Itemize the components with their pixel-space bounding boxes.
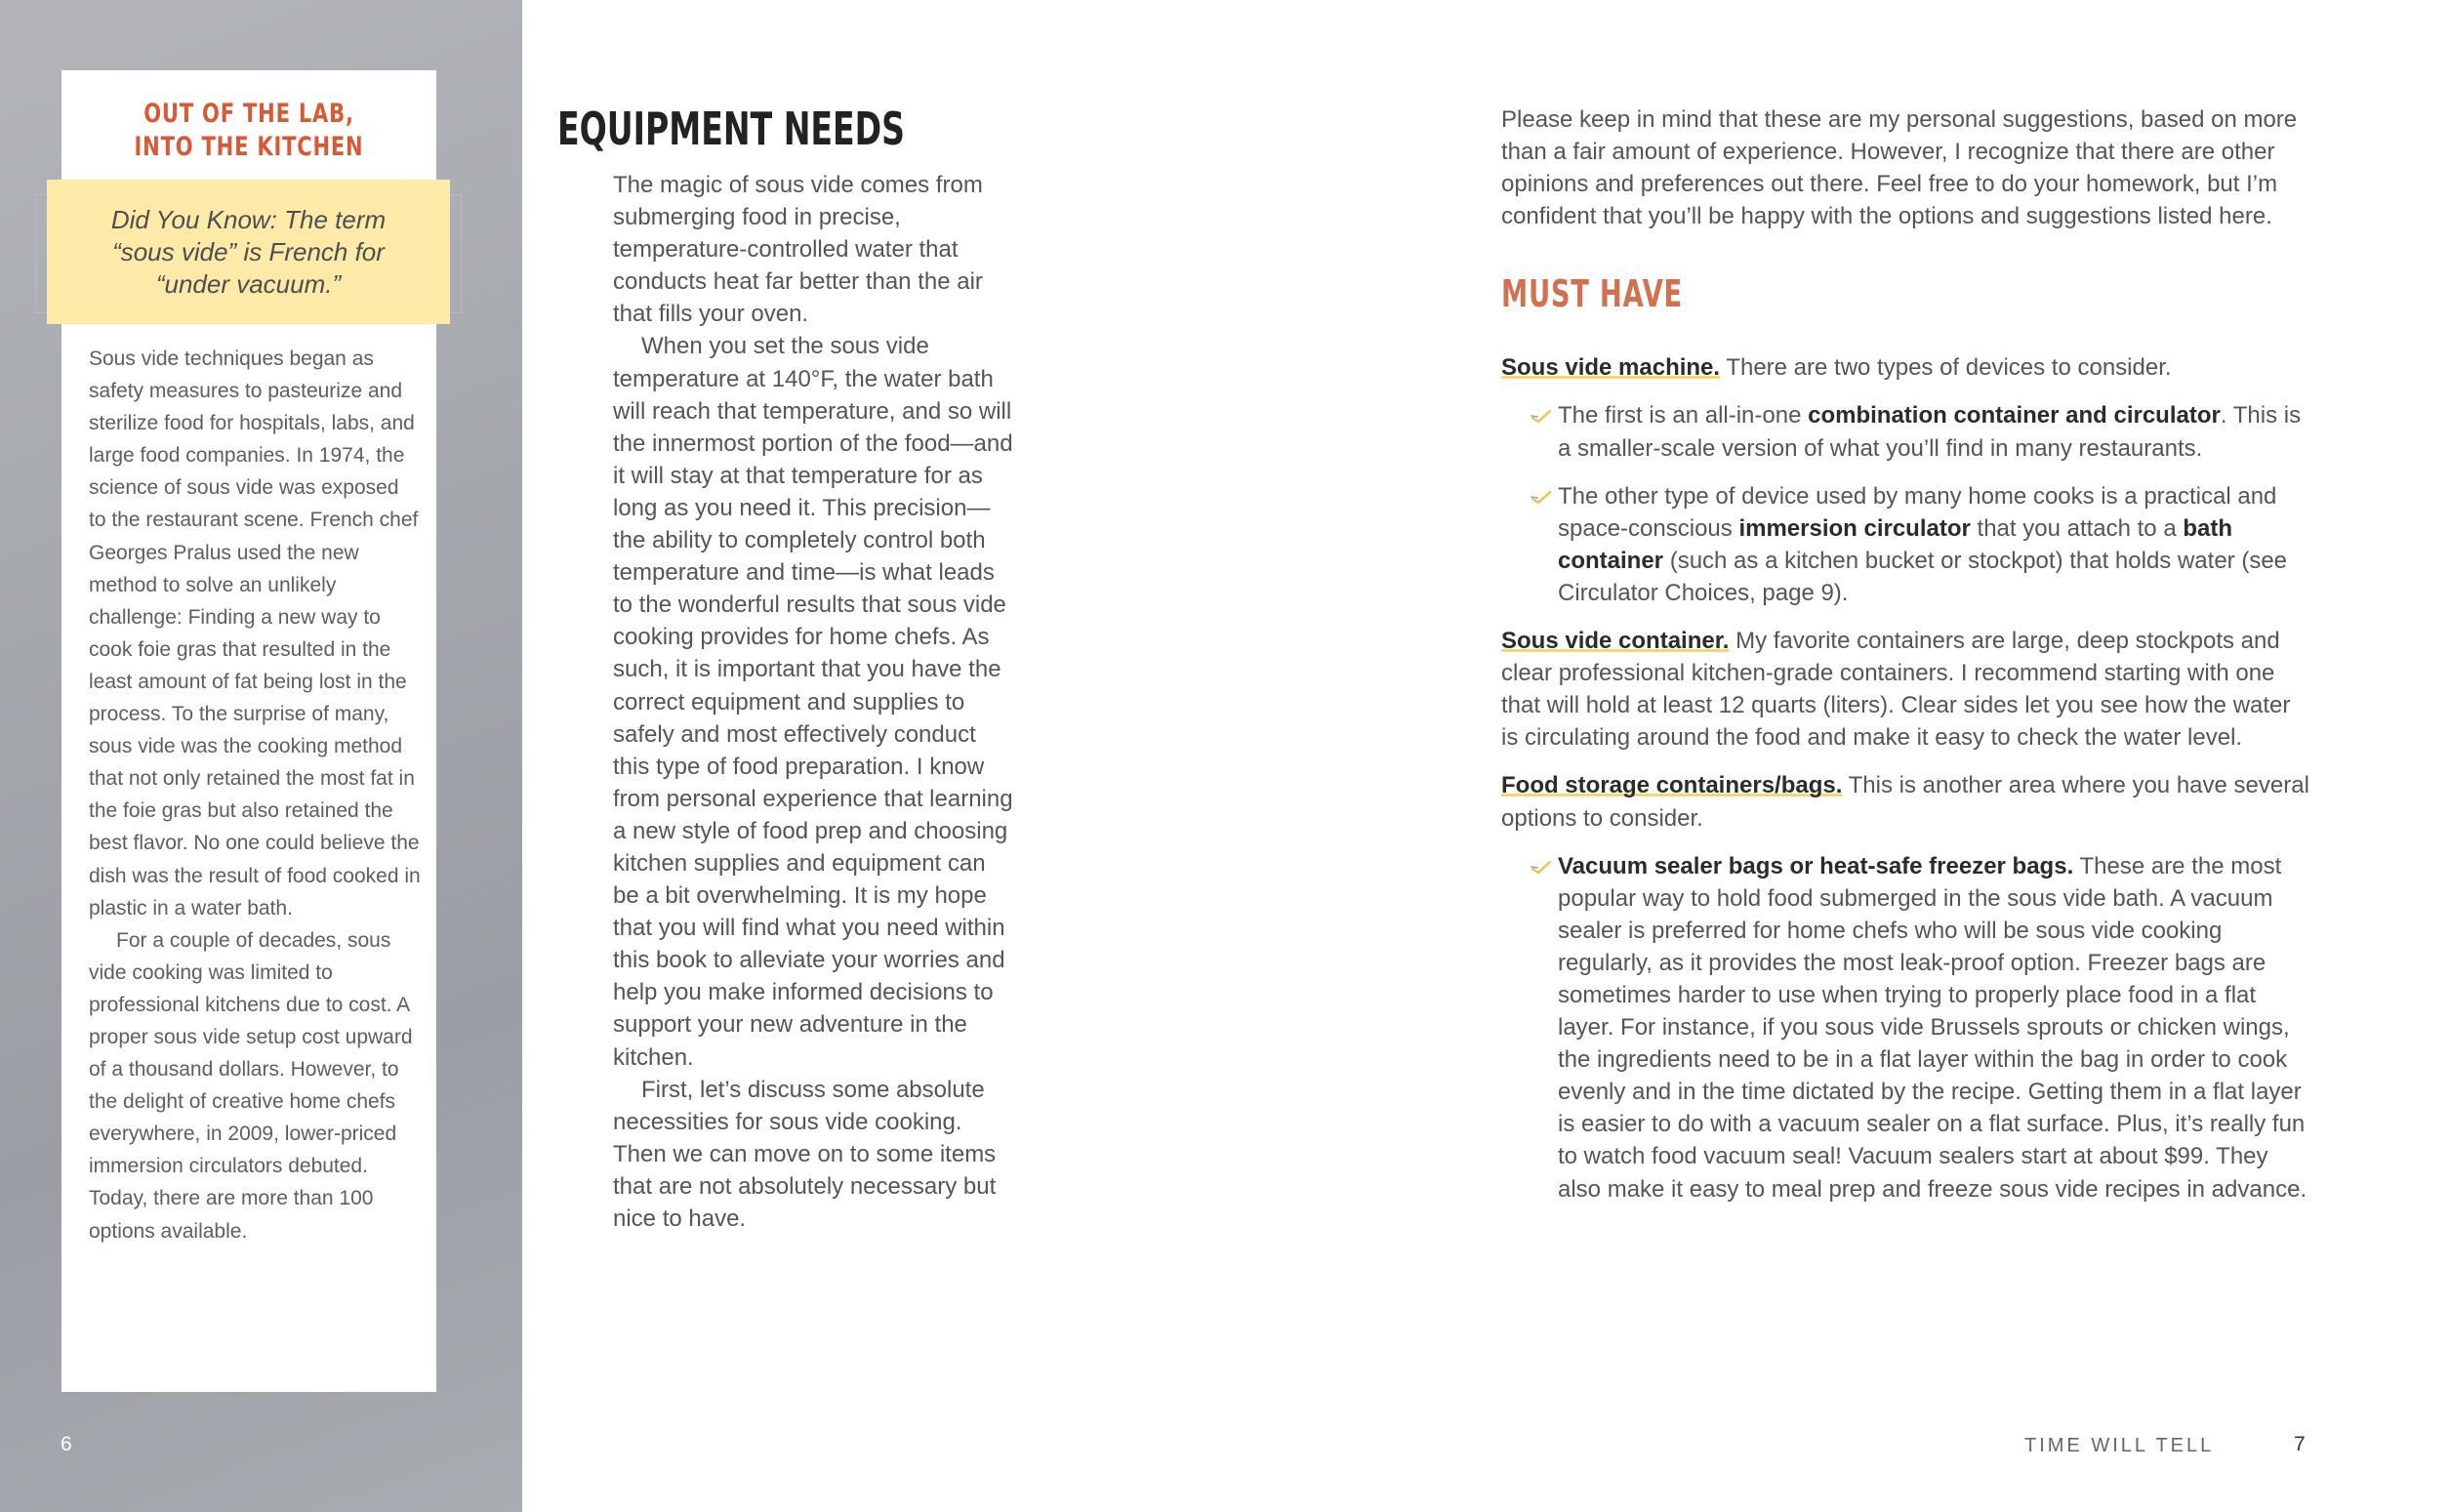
term-sous-vide-machine: Sous vide machine. — [1501, 354, 1721, 382]
right-column — [1501, 103, 2311, 1221]
did-you-know-callout — [47, 180, 450, 324]
sidebar-body — [89, 343, 421, 1247]
term-sous-vide-container: Sous vide container. — [1501, 628, 1730, 655]
sous-vide-container-paragraph — [1501, 625, 2311, 754]
sous-vide-machine-paragraph — [1501, 351, 2311, 384]
pencil-check-icon — [1531, 407, 1552, 425]
bullet-text: The first is an all-in-one — [1558, 402, 1809, 429]
sidebar-title-line1: OUT OF THE LAB, — [143, 99, 354, 129]
intro-paragraph: Please keep in mind that these are my personal suggestions, based on more than a fair amount of experience. However, I recognize that there are other opinions and preferences out there. Feel free to do your homework, but I’m confident that you’ll be happy with the options and suggestions listed here. — [1501, 106, 2298, 230]
bullet-text: The other type of device used by many home cooks is a practical and space-conscious — [1558, 482, 2277, 542]
bullet-item — [1501, 480, 2311, 609]
bullet-bold: immersion circulator — [1738, 514, 1971, 542]
container-text: My favorite containers are large, deep stockpots and clear professional kitchen-grade containers. I recommend starting with one that will hold at least 12 quarts (liters). Clear sides let you see how the water is circulating around the food and make it easy to check the water level. — [1501, 628, 2291, 752]
bullet-bold: Vacuum sealer bags or heat-safe freezer bags. — [1558, 852, 2074, 879]
sidebar-paragraph: Sous vide techniques began as safety measures to pasteurize and sterilize food for hospitals, labs, and large food companies. In 1974, the science of sous vide was exposed to the restaurant scene. French chef Georges Pralus used the new method to solve an unlikely challenge: Finding a new way to cook foie gras that resulted in the least amount of fat being lost in the process. To the surprise of many, sous vide was the cooking method that not only retained the most fat in the foie gras but also retained the best flavor. No one could believe the dish was the result of food cooked in plastic in a water bath. — [89, 347, 421, 919]
pencil-check-icon — [1531, 858, 1552, 876]
section-title: EQUIPMENT NEEDS — [557, 102, 906, 155]
subheading-must-have: MUST HAVE — [1501, 272, 1683, 316]
bullet-text: (such as a kitchen bucket or stockpot) that holds water (see Circulator Choices, page 9). — [1558, 547, 2288, 606]
bullet-item — [1501, 850, 2311, 1206]
bullet-text: These are the most popular way to hold food submerged in the sous vide bath. A vacuum sealer is preferred for home chefs who will be sous vide cooking regularly, as it provides the most leak-proof option. Freezer bags are sometimes harder to use when trying to properly place food in a flat layer. For instance, if you sous vide Brussels sprouts or chicken wings, the ingredients need to be in a flat layer within the bag in order to cook evenly and in the time dictated by the recipe. Getting them in a flat layer is easier to do with a vacuum sealer on a flat surface. Plus, it’s really fun to watch food vacuum seal! Vacuum sealers start at about $99. They also make it easy to meal prep and freeze sous vide recipes in advance. — [1558, 852, 2307, 1203]
body-paragraph: First, let’s discuss some absolute necessities for sous vide cooking. Then we can move on to some items that are not absolutely necessary but nice to have. — [613, 1076, 997, 1232]
bullet-text: . This is a smaller-scale version of what you’ll find in many restaurants. — [1558, 402, 2302, 462]
storage-text: This is another area where you have several options to consider. — [1501, 772, 2309, 832]
running-head: TIME WILL TELL — [2024, 1435, 2215, 1456]
page-number-right: 7 — [2294, 1433, 2306, 1455]
food-storage-paragraph — [1501, 769, 2311, 834]
bullet-text: that you attach to a — [1970, 514, 2184, 542]
machine-text: There are two types of devices to consider. — [1720, 354, 2172, 382]
body-paragraph: The magic of sous vide comes from submerging food in precise, temperature-controlled water that conducts heat far better than the air that fills your oven. — [613, 172, 983, 328]
bullet-bold: bath container — [1558, 514, 2233, 574]
bullet-item — [1501, 399, 2311, 464]
did-you-know-text: Did You Know: The term “sous vide” is French for “under vacuum.” — [110, 204, 387, 299]
pencil-check-icon — [1531, 488, 1552, 506]
page-number-left: 6 — [61, 1433, 72, 1455]
body-paragraph: When you set the sous vide temperature at 140°F, the water bath will reach that temperature, and so will the innermost portion of the food—and it will stay at that temperature for as long as you need it. This precision—the ability to completely control both temperature and time—is what leads to the wonderful results that sous vide cooking provides for home chefs. As such, it is important that you have the correct equipment and supplies to safely and most effectively conduct this type of food preparation. I know from personal experience that learning a new style of food prep and choosing kitchen supplies and equipment can be a bit overwhelming. It is my hope that you will find what you need within this book to alleviate your worries and help you make informed decisions to support your new adventure in the kitchen. — [613, 333, 1013, 1071]
bullet-bold: combination container and circulator — [1808, 402, 2221, 429]
sidebar-paragraph: For a couple of decades, sous vide cooking was limited to professional kitchens due to cost. A proper sous vide setup cost upward of a thousand dollars. However, to the delight of creative home chefs everywhere, in 2009, lower-priced immersion circulators debuted. Today, there are more than 100 options available. — [89, 928, 413, 1243]
term-food-storage: Food storage containers/bags. — [1501, 772, 1843, 799]
sidebar-title-line2: INTO THE KITCHEN — [134, 132, 364, 162]
sidebar-title — [102, 98, 395, 164]
main-body — [613, 169, 1013, 1235]
